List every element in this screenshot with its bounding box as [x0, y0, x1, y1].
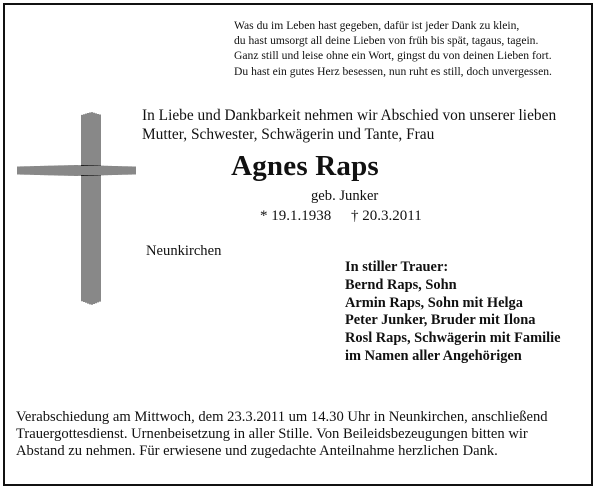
intro-text	[142, 106, 592, 144]
deceased-name: Agnes Raps	[231, 150, 379, 182]
poem-line: Ganz still und leise ohne ein Wort, gingst du von deinen Lieben fort.	[234, 49, 552, 63]
poem-line: du hast umsorgt all deine Lieben von früh bis spät, tagaus, tagein.	[234, 34, 539, 48]
death-date: † 20.3.2011	[351, 208, 422, 224]
mourner-name: Bernd Raps, Sohn	[345, 276, 457, 293]
mourner-name: im Namen aller Angehörigen	[345, 347, 522, 364]
mourners-heading: In stiller Trauer:	[345, 259, 449, 275]
notice-line: Abstand zu nehmen. Für erwiesene und zugedachte Anteilnahme herzlichen Dank.	[16, 443, 498, 459]
poem-line: Du hast ein gutes Herz besessen, nun ruht es still, doch unvergessen.	[234, 64, 552, 78]
memorial-poem	[234, 18, 594, 79]
mourners-list	[345, 259, 560, 366]
maiden-name: geb. Junker	[311, 188, 379, 204]
intro-line: In Liebe und Dankbarkeit nehmen wir Abschied von unserer lieben	[142, 107, 557, 124]
birth-date: * 19.1.1938	[260, 208, 332, 224]
cross-icon	[17, 110, 147, 310]
intro-line: Mutter, Schwester, Schwägerin und Tante, Frau	[142, 126, 435, 143]
life-dates	[260, 208, 422, 225]
residence-place: Neunkirchen	[146, 243, 222, 259]
notice-line: Trauergottesdienst. Urnenbeisetzung in aller Stille. Von Beileidsbezeugungen bitten wir	[16, 426, 528, 442]
mourner-name: Peter Junker, Bruder mit Ilona	[345, 312, 536, 329]
funeral-notice	[16, 409, 596, 460]
obituary-frame	[3, 3, 593, 486]
mourner-name: Rosl Raps, Schwägerin mit Familie	[345, 330, 561, 347]
notice-line: Verabschiedung am Mittwoch, dem 23.3.2011 um 14.30 Uhr in Neunkirchen, anschließend	[16, 409, 548, 425]
poem-line: Was du im Leben hast gegeben, dafür ist jeder Dank zu klein,	[234, 19, 520, 32]
mourner-name: Armin Raps, Sohn mit Helga	[345, 294, 523, 311]
